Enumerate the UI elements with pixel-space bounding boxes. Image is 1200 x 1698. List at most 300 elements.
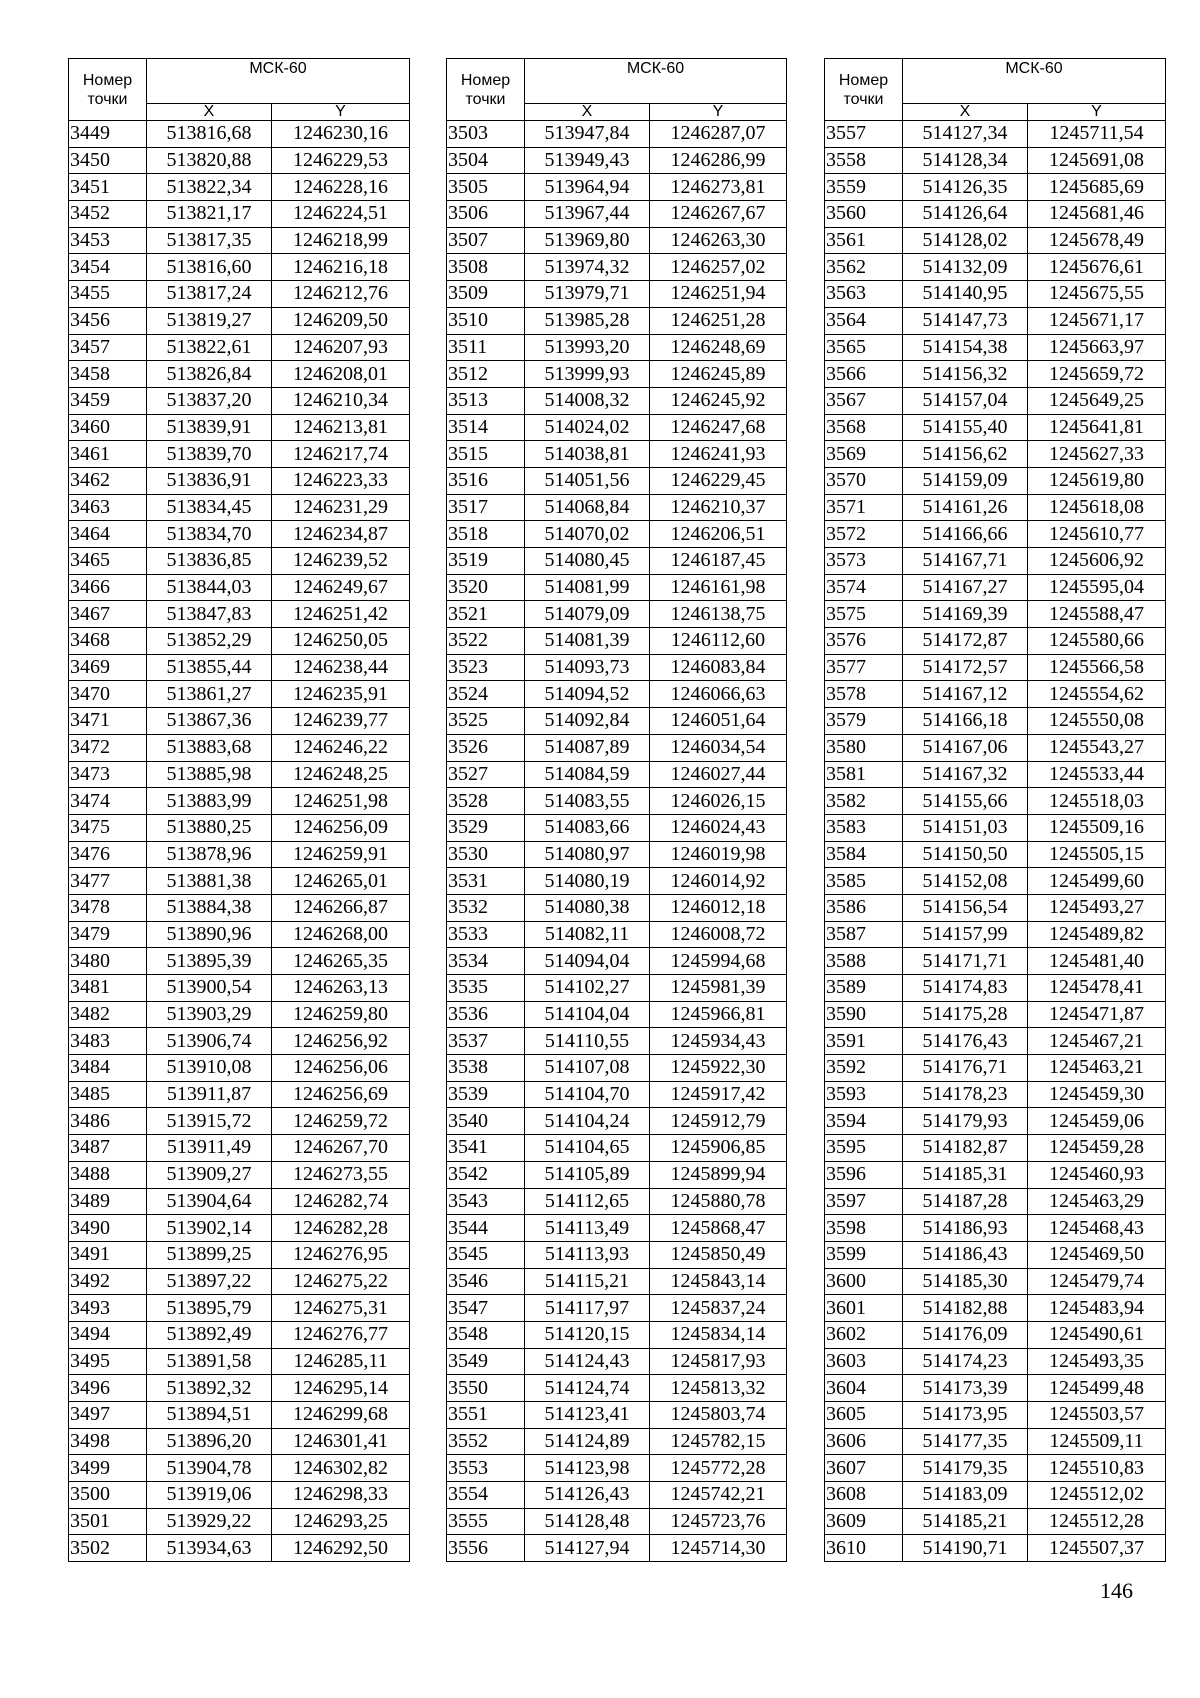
- y-coordinate-cell: 1245649,25: [1028, 387, 1166, 414]
- x-coordinate-cell: 513934,63: [147, 1535, 272, 1562]
- table-row: [69, 1188, 410, 1215]
- point-number-cell: 3451: [69, 174, 147, 201]
- x-coordinate-cell: 514190,71: [903, 1535, 1028, 1562]
- table-row: [447, 227, 787, 254]
- x-coordinate-cell: 514167,06: [903, 734, 1028, 761]
- x-coordinate-cell: 514127,34: [903, 121, 1028, 148]
- table-row: [825, 1482, 1166, 1509]
- point-number-cell: 3508: [447, 254, 525, 281]
- y-coordinate-cell: 1245723,76: [650, 1508, 787, 1535]
- x-coordinate-cell: 514127,94: [525, 1535, 650, 1562]
- table-row: [447, 921, 787, 948]
- x-coordinate-cell: 514169,39: [903, 601, 1028, 628]
- y-coordinate-cell: 1246027,44: [650, 761, 787, 788]
- point-number-cell: 3498: [69, 1428, 147, 1455]
- point-number-cell: 3507: [447, 227, 525, 254]
- x-coordinate-cell: 513964,94: [525, 174, 650, 201]
- y-coordinate-cell: 1246265,35: [272, 948, 410, 975]
- table-row: [69, 494, 410, 521]
- table-row: [447, 361, 787, 388]
- point-number-cell: 3532: [447, 894, 525, 921]
- table-row: [447, 681, 787, 708]
- point-number-cell: 3463: [69, 494, 147, 521]
- y-coordinate-cell: 1246138,75: [650, 601, 787, 628]
- point-number-cell: 3464: [69, 521, 147, 548]
- x-coordinate-cell: 514155,40: [903, 414, 1028, 441]
- y-coordinate-cell: 1246263,13: [272, 975, 410, 1002]
- point-number-cell: 3551: [447, 1402, 525, 1429]
- point-number-cell: 3461: [69, 441, 147, 468]
- x-coordinate-cell: 514081,99: [525, 574, 650, 601]
- table-row: [447, 761, 787, 788]
- y-coordinate-cell: 1246256,09: [272, 814, 410, 841]
- table-row: [69, 1535, 410, 1562]
- y-coordinate-cell: 1245817,93: [650, 1348, 787, 1375]
- coordinate-system-header: МСК-60: [903, 59, 1166, 104]
- coordinates-table: [68, 58, 410, 1562]
- y-coordinate-cell: 1246229,45: [650, 467, 787, 494]
- y-coordinate-cell: 1245463,29: [1028, 1188, 1166, 1215]
- x-coordinate-cell: 513891,58: [147, 1348, 272, 1375]
- y-column-header: Y: [1028, 104, 1166, 121]
- point-number-cell: 3472: [69, 734, 147, 761]
- x-coordinate-cell: 514185,21: [903, 1508, 1028, 1535]
- table-row: [447, 814, 787, 841]
- point-number-cell: 3457: [69, 334, 147, 361]
- y-coordinate-cell: 1245843,14: [650, 1268, 787, 1295]
- x-coordinate-cell: 514155,66: [903, 788, 1028, 815]
- table-row: [69, 254, 410, 281]
- y-coordinate-cell: 1245663,97: [1028, 334, 1166, 361]
- y-coordinate-cell: 1246019,98: [650, 841, 787, 868]
- table-row: [69, 1108, 410, 1135]
- y-coordinate-cell: 1246206,51: [650, 521, 787, 548]
- point-number-cell: 3539: [447, 1081, 525, 1108]
- y-coordinate-cell: 1245459,06: [1028, 1108, 1166, 1135]
- y-coordinate-cell: 1245512,02: [1028, 1482, 1166, 1509]
- table-row: [447, 654, 787, 681]
- table-row: [825, 307, 1166, 334]
- y-coordinate-cell: 1245868,47: [650, 1215, 787, 1242]
- y-coordinate-cell: 1246247,68: [650, 414, 787, 441]
- table-row: [447, 1508, 787, 1535]
- y-coordinate-cell: 1246223,33: [272, 467, 410, 494]
- y-coordinate-cell: 1246299,68: [272, 1402, 410, 1429]
- point-number-cell: 3587: [825, 921, 903, 948]
- x-coordinate-cell: 513822,34: [147, 174, 272, 201]
- y-coordinate-cell: 1246251,28: [650, 307, 787, 334]
- y-coordinate-cell: 1246208,01: [272, 361, 410, 388]
- x-coordinate-cell: 514128,48: [525, 1508, 650, 1535]
- y-coordinate-cell: 1245588,47: [1028, 601, 1166, 628]
- y-coordinate-cell: 1246231,29: [272, 494, 410, 521]
- x-coordinate-cell: 513883,68: [147, 734, 272, 761]
- point-number-cell: 3603: [825, 1348, 903, 1375]
- point-number-cell: 3493: [69, 1295, 147, 1322]
- x-coordinate-cell: 513883,99: [147, 788, 272, 815]
- point-number-cell: 3466: [69, 574, 147, 601]
- table-row: [825, 1188, 1166, 1215]
- y-coordinate-cell: 1245460,93: [1028, 1161, 1166, 1188]
- table-row: [69, 361, 410, 388]
- x-coordinate-cell: 514157,04: [903, 387, 1028, 414]
- x-coordinate-cell: 513949,43: [525, 147, 650, 174]
- table-row: [825, 734, 1166, 761]
- x-coordinate-cell: 514128,02: [903, 227, 1028, 254]
- point-number-cell: 3541: [447, 1135, 525, 1162]
- table-row: [69, 334, 410, 361]
- point-number-cell: 3459: [69, 387, 147, 414]
- y-coordinate-cell: 1246256,06: [272, 1055, 410, 1082]
- point-number-cell: 3533: [447, 921, 525, 948]
- table-row: [447, 281, 787, 308]
- y-coordinate-cell: 1245518,03: [1028, 788, 1166, 815]
- point-number-cell: 3471: [69, 708, 147, 735]
- point-number-cell: 3530: [447, 841, 525, 868]
- table-row: [447, 1321, 787, 1348]
- y-coordinate-cell: 1246266,87: [272, 894, 410, 921]
- point-number-cell: 3610: [825, 1535, 903, 1562]
- x-coordinate-cell: 514174,83: [903, 975, 1028, 1002]
- x-coordinate-cell: 513929,22: [147, 1508, 272, 1535]
- y-coordinate-cell: 1246259,80: [272, 1001, 410, 1028]
- x-coordinate-cell: 514087,89: [525, 734, 650, 761]
- point-number-cell: 3470: [69, 681, 147, 708]
- point-number-cell: 3558: [825, 147, 903, 174]
- y-coordinate-cell: 1246235,91: [272, 681, 410, 708]
- point-number-cell: 3562: [825, 254, 903, 281]
- y-coordinate-cell: 1246213,81: [272, 414, 410, 441]
- x-coordinate-cell: 514147,73: [903, 307, 1028, 334]
- y-coordinate-cell: 1245837,24: [650, 1295, 787, 1322]
- table-row: [447, 387, 787, 414]
- x-coordinate-cell: 514123,98: [525, 1455, 650, 1482]
- table-row: [825, 921, 1166, 948]
- point-number-cell: 3515: [447, 441, 525, 468]
- point-number-cell: 3506: [447, 201, 525, 228]
- y-coordinate-cell: 1245912,79: [650, 1108, 787, 1135]
- x-coordinate-cell: 514182,88: [903, 1295, 1028, 1322]
- y-coordinate-cell: 1246251,42: [272, 601, 410, 628]
- x-coordinate-cell: 514104,24: [525, 1108, 650, 1135]
- point-number-cell: 3483: [69, 1028, 147, 1055]
- point-number-cell: 3491: [69, 1241, 147, 1268]
- table-row: [69, 1348, 410, 1375]
- point-number-cell: 3511: [447, 334, 525, 361]
- point-number-cell: 3481: [69, 975, 147, 1002]
- point-number-cell: 3569: [825, 441, 903, 468]
- point-number-cell: 3449: [69, 121, 147, 148]
- y-coordinate-cell: 1245922,30: [650, 1055, 787, 1082]
- x-coordinate-cell: 514187,28: [903, 1188, 1028, 1215]
- point-number-cell: 3543: [447, 1188, 525, 1215]
- table-row: [447, 334, 787, 361]
- y-coordinate-cell: 1245618,08: [1028, 494, 1166, 521]
- point-number-cell: 3600: [825, 1268, 903, 1295]
- x-coordinate-cell: 513837,20: [147, 387, 272, 414]
- x-coordinate-cell: 513844,03: [147, 574, 272, 601]
- x-coordinate-cell: 514113,49: [525, 1215, 650, 1242]
- x-coordinate-cell: 514174,23: [903, 1348, 1028, 1375]
- x-coordinate-cell: 514167,71: [903, 548, 1028, 575]
- table-row: [447, 1535, 787, 1562]
- table-row: [447, 1482, 787, 1509]
- y-coordinate-cell: 1246286,99: [650, 147, 787, 174]
- x-coordinate-cell: 513819,27: [147, 307, 272, 334]
- y-coordinate-cell: 1245595,04: [1028, 574, 1166, 601]
- y-coordinate-cell: 1246216,18: [272, 254, 410, 281]
- point-number-cell: 3608: [825, 1482, 903, 1509]
- point-number-cell: 3518: [447, 521, 525, 548]
- table-row: [69, 1402, 410, 1429]
- table-row: [825, 1268, 1166, 1295]
- table-row: [825, 1295, 1166, 1322]
- table-row: [447, 1028, 787, 1055]
- y-coordinate-cell: 1245834,14: [650, 1321, 787, 1348]
- y-coordinate-cell: 1246248,69: [650, 334, 787, 361]
- x-coordinate-cell: 513847,83: [147, 601, 272, 628]
- y-coordinate-cell: 1245678,49: [1028, 227, 1166, 254]
- point-number-cell: 3553: [447, 1455, 525, 1482]
- x-coordinate-cell: 513909,27: [147, 1161, 272, 1188]
- y-coordinate-cell: 1245711,54: [1028, 121, 1166, 148]
- table-row: [447, 1188, 787, 1215]
- table-row: [825, 761, 1166, 788]
- y-coordinate-cell: 1246066,63: [650, 681, 787, 708]
- y-coordinate-cell: 1245550,08: [1028, 708, 1166, 735]
- table-row: [825, 1348, 1166, 1375]
- y-coordinate-cell: 1246245,92: [650, 387, 787, 414]
- table-row: [447, 1215, 787, 1242]
- page-number: 146: [1100, 1578, 1133, 1603]
- y-coordinate-cell: 1245471,87: [1028, 1001, 1166, 1028]
- x-coordinate-cell: 514182,87: [903, 1135, 1028, 1162]
- y-coordinate-cell: 1245671,17: [1028, 307, 1166, 334]
- point-number-cell: 3450: [69, 147, 147, 174]
- point-number-cell: 3486: [69, 1108, 147, 1135]
- y-coordinate-cell: 1246230,16: [272, 121, 410, 148]
- point-number-cell: 3497: [69, 1402, 147, 1429]
- point-number-cell: 3484: [69, 1055, 147, 1082]
- x-coordinate-cell: 514092,84: [525, 708, 650, 735]
- x-coordinate-cell: 514166,18: [903, 708, 1028, 735]
- x-coordinate-cell: 513836,85: [147, 548, 272, 575]
- table-row: [69, 174, 410, 201]
- y-coordinate-cell: 1246251,98: [272, 788, 410, 815]
- y-coordinate-cell: 1245512,28: [1028, 1508, 1166, 1535]
- x-coordinate-cell: 513899,25: [147, 1241, 272, 1268]
- table-row: [825, 1402, 1166, 1429]
- table-row: [825, 441, 1166, 468]
- y-coordinate-cell: 1245499,48: [1028, 1375, 1166, 1402]
- y-coordinate-cell: 1246256,69: [272, 1081, 410, 1108]
- y-coordinate-cell: 1246259,91: [272, 841, 410, 868]
- x-column-header: X: [903, 104, 1028, 121]
- y-coordinate-cell: 1246273,55: [272, 1161, 410, 1188]
- y-coordinate-cell: 1245782,15: [650, 1428, 787, 1455]
- y-coordinate-cell: 1245714,30: [650, 1535, 787, 1562]
- y-coordinate-cell: 1246210,37: [650, 494, 787, 521]
- table-row: [825, 1455, 1166, 1482]
- x-coordinate-cell: 514178,23: [903, 1081, 1028, 1108]
- point-number-cell: 3475: [69, 814, 147, 841]
- x-coordinate-cell: 514081,39: [525, 628, 650, 655]
- table-row: [825, 681, 1166, 708]
- y-coordinate-cell: 1246245,89: [650, 361, 787, 388]
- x-coordinate-cell: 514150,50: [903, 841, 1028, 868]
- table-row: [69, 1428, 410, 1455]
- y-coordinate-cell: 1245499,60: [1028, 868, 1166, 895]
- point-number-cell: 3489: [69, 1188, 147, 1215]
- point-number-cell: 3495: [69, 1348, 147, 1375]
- x-coordinate-cell: 514051,56: [525, 467, 650, 494]
- table-row: [69, 1001, 410, 1028]
- point-number-cell: 3542: [447, 1161, 525, 1188]
- table-row: [69, 681, 410, 708]
- y-coordinate-cell: 1246267,67: [650, 201, 787, 228]
- x-coordinate-cell: 514156,62: [903, 441, 1028, 468]
- y-coordinate-cell: 1245610,77: [1028, 521, 1166, 548]
- x-coordinate-cell: 513967,44: [525, 201, 650, 228]
- y-coordinate-cell: 1246251,94: [650, 281, 787, 308]
- table-row: [825, 841, 1166, 868]
- coordinate-system-header: МСК-60: [147, 59, 410, 104]
- y-coordinate-cell: 1246273,81: [650, 174, 787, 201]
- y-coordinate-cell: 1246217,74: [272, 441, 410, 468]
- table-row: [825, 281, 1166, 308]
- table-row: [447, 1241, 787, 1268]
- y-coordinate-cell: 1246250,05: [272, 628, 410, 655]
- x-coordinate-cell: 514104,70: [525, 1081, 650, 1108]
- x-coordinate-cell: 513993,20: [525, 334, 650, 361]
- table-row: [825, 147, 1166, 174]
- point-number-cell: 3568: [825, 414, 903, 441]
- y-coordinate-cell: 1246256,92: [272, 1028, 410, 1055]
- point-number-cell: 3502: [69, 1535, 147, 1562]
- table-row: [69, 601, 410, 628]
- point-number-cell: 3514: [447, 414, 525, 441]
- x-coordinate-cell: 514173,39: [903, 1375, 1028, 1402]
- table-row: [447, 841, 787, 868]
- point-number-cell: 3584: [825, 841, 903, 868]
- y-coordinate-cell: 1246024,43: [650, 814, 787, 841]
- x-coordinate-cell: 513880,25: [147, 814, 272, 841]
- x-coordinate-cell: 514083,66: [525, 814, 650, 841]
- y-coordinate-cell: 1245676,61: [1028, 254, 1166, 281]
- point-number-cell: 3571: [825, 494, 903, 521]
- point-number-cell: 3602: [825, 1321, 903, 1348]
- point-number-cell: 3538: [447, 1055, 525, 1082]
- table-row: [69, 441, 410, 468]
- x-coordinate-cell: 513915,72: [147, 1108, 272, 1135]
- point-number-cell: 3453: [69, 227, 147, 254]
- table-row: [69, 654, 410, 681]
- point-number-header: Номер точки: [825, 59, 903, 121]
- x-coordinate-cell: 514117,97: [525, 1295, 650, 1322]
- point-number-cell: 3550: [447, 1375, 525, 1402]
- x-coordinate-cell: 513884,38: [147, 894, 272, 921]
- point-number-cell: 3609: [825, 1508, 903, 1535]
- table-row: [447, 147, 787, 174]
- table-row: [69, 814, 410, 841]
- y-coordinate-cell: 1245467,21: [1028, 1028, 1166, 1055]
- point-number-cell: 3499: [69, 1455, 147, 1482]
- x-coordinate-cell: 514008,32: [525, 387, 650, 414]
- point-number-cell: 3574: [825, 574, 903, 601]
- point-number-cell: 3556: [447, 1535, 525, 1562]
- y-coordinate-cell: 1245917,42: [650, 1081, 787, 1108]
- y-coordinate-cell: 1246282,28: [272, 1215, 410, 1242]
- table-row: [825, 1108, 1166, 1135]
- y-coordinate-cell: 1246285,11: [272, 1348, 410, 1375]
- y-coordinate-cell: 1246282,74: [272, 1188, 410, 1215]
- y-coordinate-cell: 1246293,25: [272, 1508, 410, 1535]
- point-number-cell: 3547: [447, 1295, 525, 1322]
- table-row: [447, 254, 787, 281]
- point-number-cell: 3504: [447, 147, 525, 174]
- point-number-cell: 3528: [447, 788, 525, 815]
- table-row: [447, 601, 787, 628]
- point-number-cell: 3494: [69, 1321, 147, 1348]
- y-coordinate-cell: 1246161,98: [650, 574, 787, 601]
- table-row: [69, 307, 410, 334]
- table-row: [825, 1081, 1166, 1108]
- table-row: [825, 227, 1166, 254]
- table-row: [69, 1215, 410, 1242]
- y-coordinate-cell: 1246034,54: [650, 734, 787, 761]
- point-number-cell: 3527: [447, 761, 525, 788]
- x-coordinate-cell: 513897,22: [147, 1268, 272, 1295]
- y-coordinate-cell: 1245481,40: [1028, 948, 1166, 975]
- x-coordinate-cell: 514104,04: [525, 1001, 650, 1028]
- x-coordinate-cell: 514124,89: [525, 1428, 650, 1455]
- point-number-cell: 3575: [825, 601, 903, 628]
- y-coordinate-cell: 1246263,30: [650, 227, 787, 254]
- y-coordinate-cell: 1245981,39: [650, 975, 787, 1002]
- x-coordinate-cell: 514176,09: [903, 1321, 1028, 1348]
- table-row: [825, 494, 1166, 521]
- x-coordinate-cell: 513834,70: [147, 521, 272, 548]
- point-number-cell: 3566: [825, 361, 903, 388]
- table-row: [825, 121, 1166, 148]
- y-coordinate-cell: 1245659,72: [1028, 361, 1166, 388]
- point-number-cell: 3557: [825, 121, 903, 148]
- x-coordinate-cell: 514084,59: [525, 761, 650, 788]
- point-number-cell: 3500: [69, 1482, 147, 1509]
- table-row: [447, 548, 787, 575]
- x-coordinate-cell: 513867,36: [147, 708, 272, 735]
- point-number-cell: 3565: [825, 334, 903, 361]
- y-coordinate-cell: 1245627,33: [1028, 441, 1166, 468]
- x-coordinate-cell: 514167,27: [903, 574, 1028, 601]
- point-number-cell: 3597: [825, 1188, 903, 1215]
- point-number-cell: 3607: [825, 1455, 903, 1482]
- x-coordinate-cell: 513947,84: [525, 121, 650, 148]
- x-coordinate-cell: 513885,98: [147, 761, 272, 788]
- point-number-cell: 3592: [825, 1055, 903, 1082]
- x-coordinate-cell: 514080,45: [525, 548, 650, 575]
- table-row: [825, 1508, 1166, 1535]
- x-coordinate-cell: 514112,65: [525, 1188, 650, 1215]
- table-row: [447, 494, 787, 521]
- point-number-cell: 3588: [825, 948, 903, 975]
- x-coordinate-cell: 514183,09: [903, 1482, 1028, 1509]
- x-column-header: X: [525, 104, 650, 121]
- point-number-cell: 3452: [69, 201, 147, 228]
- point-number-cell: 3560: [825, 201, 903, 228]
- x-coordinate-cell: 513919,06: [147, 1482, 272, 1509]
- point-number-cell: 3525: [447, 708, 525, 735]
